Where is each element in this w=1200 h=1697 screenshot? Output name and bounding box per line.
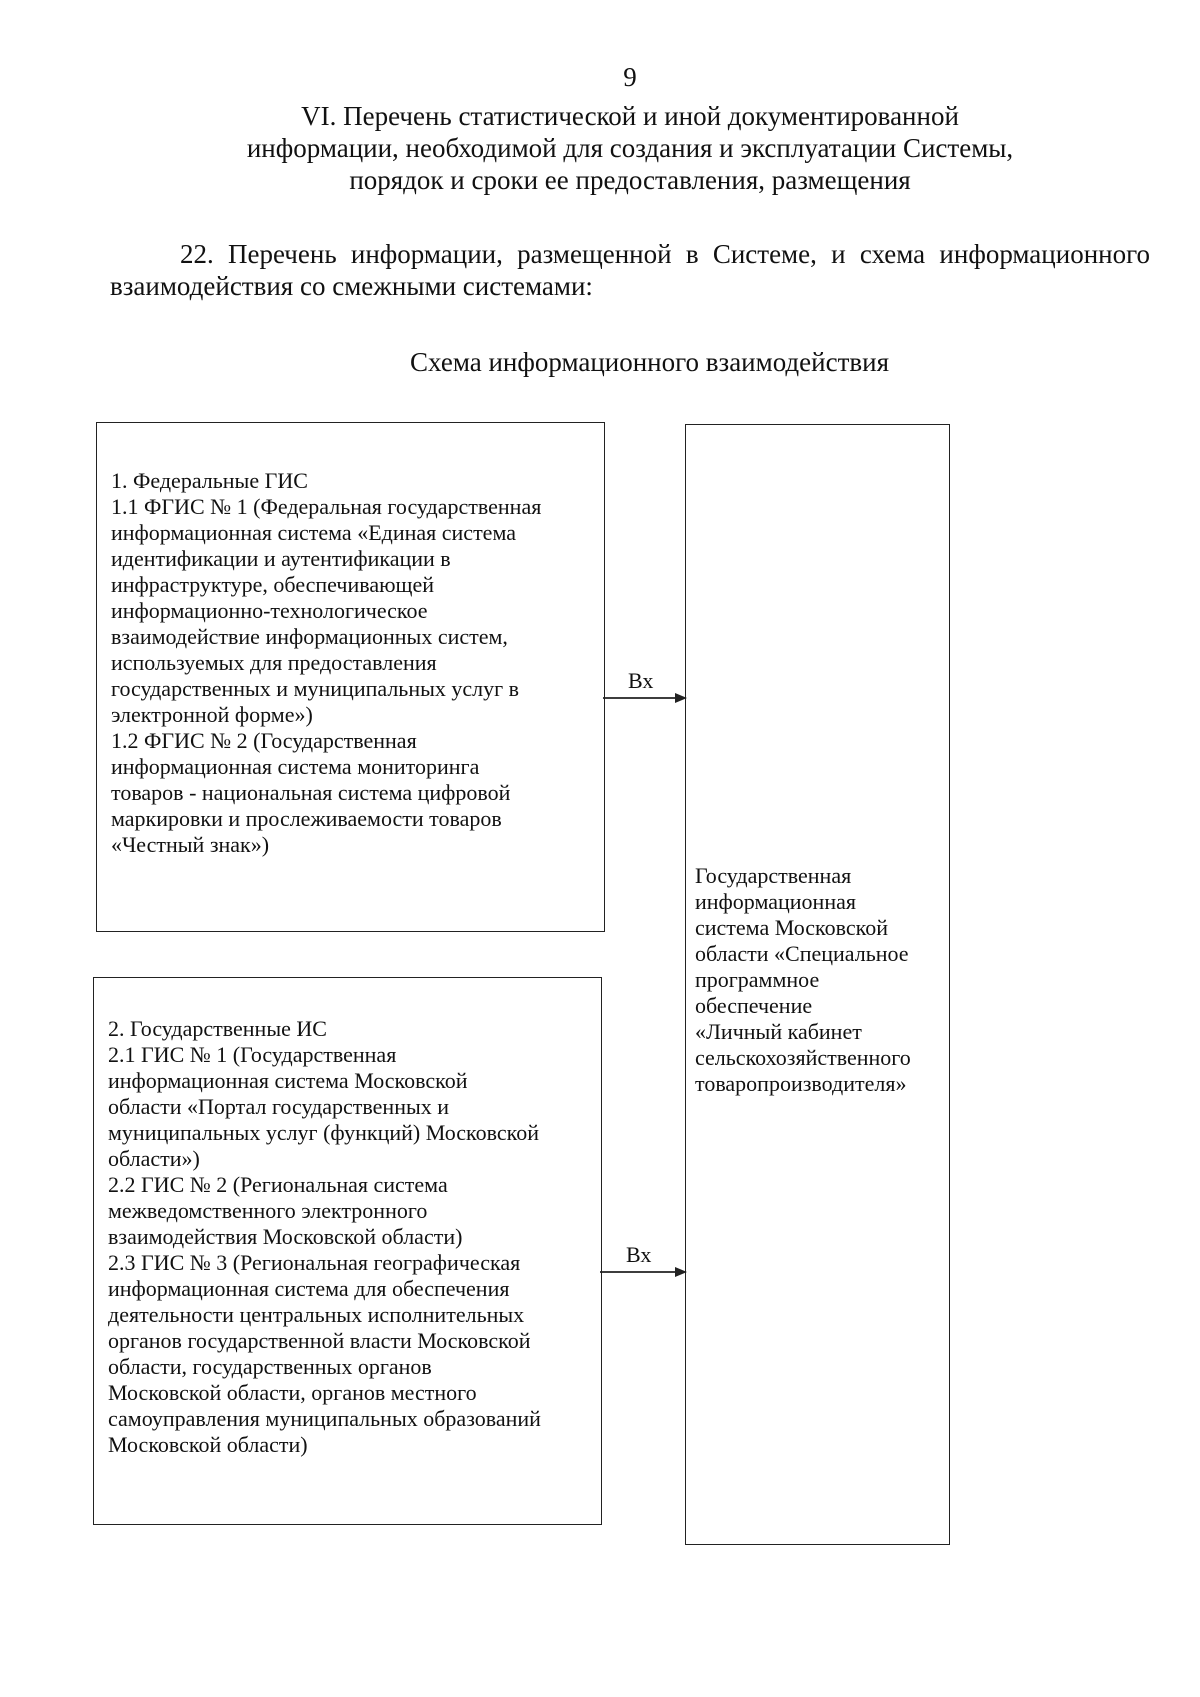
box-line: «Честный знак») bbox=[111, 832, 270, 857]
box-line: области») bbox=[108, 1146, 200, 1171]
box-line: система Московской bbox=[695, 915, 888, 940]
box-line: товаропроизводителя» bbox=[695, 1071, 907, 1096]
paragraph-line: 22. Перечень информации, размещенной в Системе, и схема информационного bbox=[180, 239, 1150, 269]
scheme-title: Схема информационного взаимодействия bbox=[410, 347, 889, 377]
box-line: сельскохозяйственного bbox=[695, 1045, 911, 1070]
box-line: 2.1 ГИС № 1 (Государственная bbox=[108, 1042, 397, 1067]
box-line: инфраструктуре, обеспечивающей bbox=[111, 572, 434, 597]
box-line: электронной форме») bbox=[111, 702, 313, 727]
box-line: 1.2 ФГИС № 2 (Государственная bbox=[111, 728, 417, 753]
box-line: информационно-технологическое bbox=[111, 598, 428, 623]
box-line: используемых для предоставления bbox=[111, 650, 437, 675]
paragraph-line: взаимодействия со смежными системами: bbox=[110, 271, 593, 301]
box-line: взаимодействия Московской области) bbox=[108, 1224, 463, 1249]
box-line: самоуправления муниципальных образований bbox=[108, 1406, 541, 1431]
federal-gis-box bbox=[96, 422, 605, 932]
box-line: 2. Государственные ИС bbox=[108, 1016, 327, 1041]
box-line: межведомственного электронного bbox=[108, 1198, 428, 1223]
box-line: Московской области) bbox=[108, 1432, 308, 1457]
box-line: органов государственной власти Московской bbox=[108, 1328, 531, 1353]
state-is-box bbox=[93, 977, 602, 1525]
box-line: «Личный кабинет bbox=[695, 1019, 862, 1044]
section-heading-line: VI. Перечень статистической и иной документированной bbox=[301, 101, 959, 131]
box-line: деятельности центральных исполнительных bbox=[108, 1302, 525, 1327]
state-is-text bbox=[108, 1016, 541, 1458]
section-heading bbox=[220, 100, 1040, 196]
box-line: 2.2 ГИС № 2 (Региональная система bbox=[108, 1172, 448, 1197]
federal-gis-text bbox=[111, 468, 541, 858]
box-line: информационная система мониторинга bbox=[111, 754, 480, 779]
box-line: программное bbox=[695, 967, 820, 992]
box-line: области, государственных органов bbox=[108, 1354, 432, 1379]
target-system-text bbox=[695, 863, 911, 1097]
box-line: государственных и муниципальных услуг в bbox=[111, 676, 520, 701]
box-line: области «Портал государственных и bbox=[108, 1094, 450, 1119]
arrow-label-input: Вх bbox=[626, 1242, 652, 1267]
page-number: 9 bbox=[623, 62, 637, 92]
box-line: 1. Федеральные ГИС bbox=[111, 468, 308, 493]
box-line: Московской области, органов местного bbox=[108, 1380, 477, 1405]
box-line: области «Специальное bbox=[695, 941, 909, 966]
section-heading-line: порядок и сроки ее предоставления, размещения bbox=[349, 165, 911, 195]
box-line: информационная система для обеспечения bbox=[108, 1276, 510, 1301]
box-line: маркировки и прослеживаемости товаров bbox=[111, 806, 502, 831]
arrow-right-icon bbox=[600, 1264, 689, 1280]
target-system-box bbox=[685, 424, 950, 1545]
box-line: Государственная bbox=[695, 863, 852, 888]
box-line: взаимодействие информационных систем, bbox=[111, 624, 508, 649]
box-line: информационная bbox=[695, 889, 856, 914]
box-line: информационная система Московской bbox=[108, 1068, 468, 1093]
box-line: идентификации и аутентификации в bbox=[111, 546, 451, 571]
box-line: 1.1 ФГИС № 1 (Федеральная государственная bbox=[111, 494, 542, 519]
box-line: 2.3 ГИС № 3 (Региональная географическая bbox=[108, 1250, 521, 1275]
box-line: информационная система «Единая система bbox=[111, 520, 516, 545]
box-line: товаров - национальная система цифровой bbox=[111, 780, 511, 805]
box-line: обеспечение bbox=[695, 993, 813, 1018]
box-line: муниципальных услуг (функций) Московской bbox=[108, 1120, 539, 1145]
arrow-right-icon bbox=[603, 690, 689, 706]
section-heading-line: информации, необходимой для создания и эксплуатации Системы, bbox=[246, 133, 1014, 163]
arrow-label-input: Вх bbox=[628, 668, 654, 693]
paragraph-22 bbox=[110, 238, 1150, 302]
